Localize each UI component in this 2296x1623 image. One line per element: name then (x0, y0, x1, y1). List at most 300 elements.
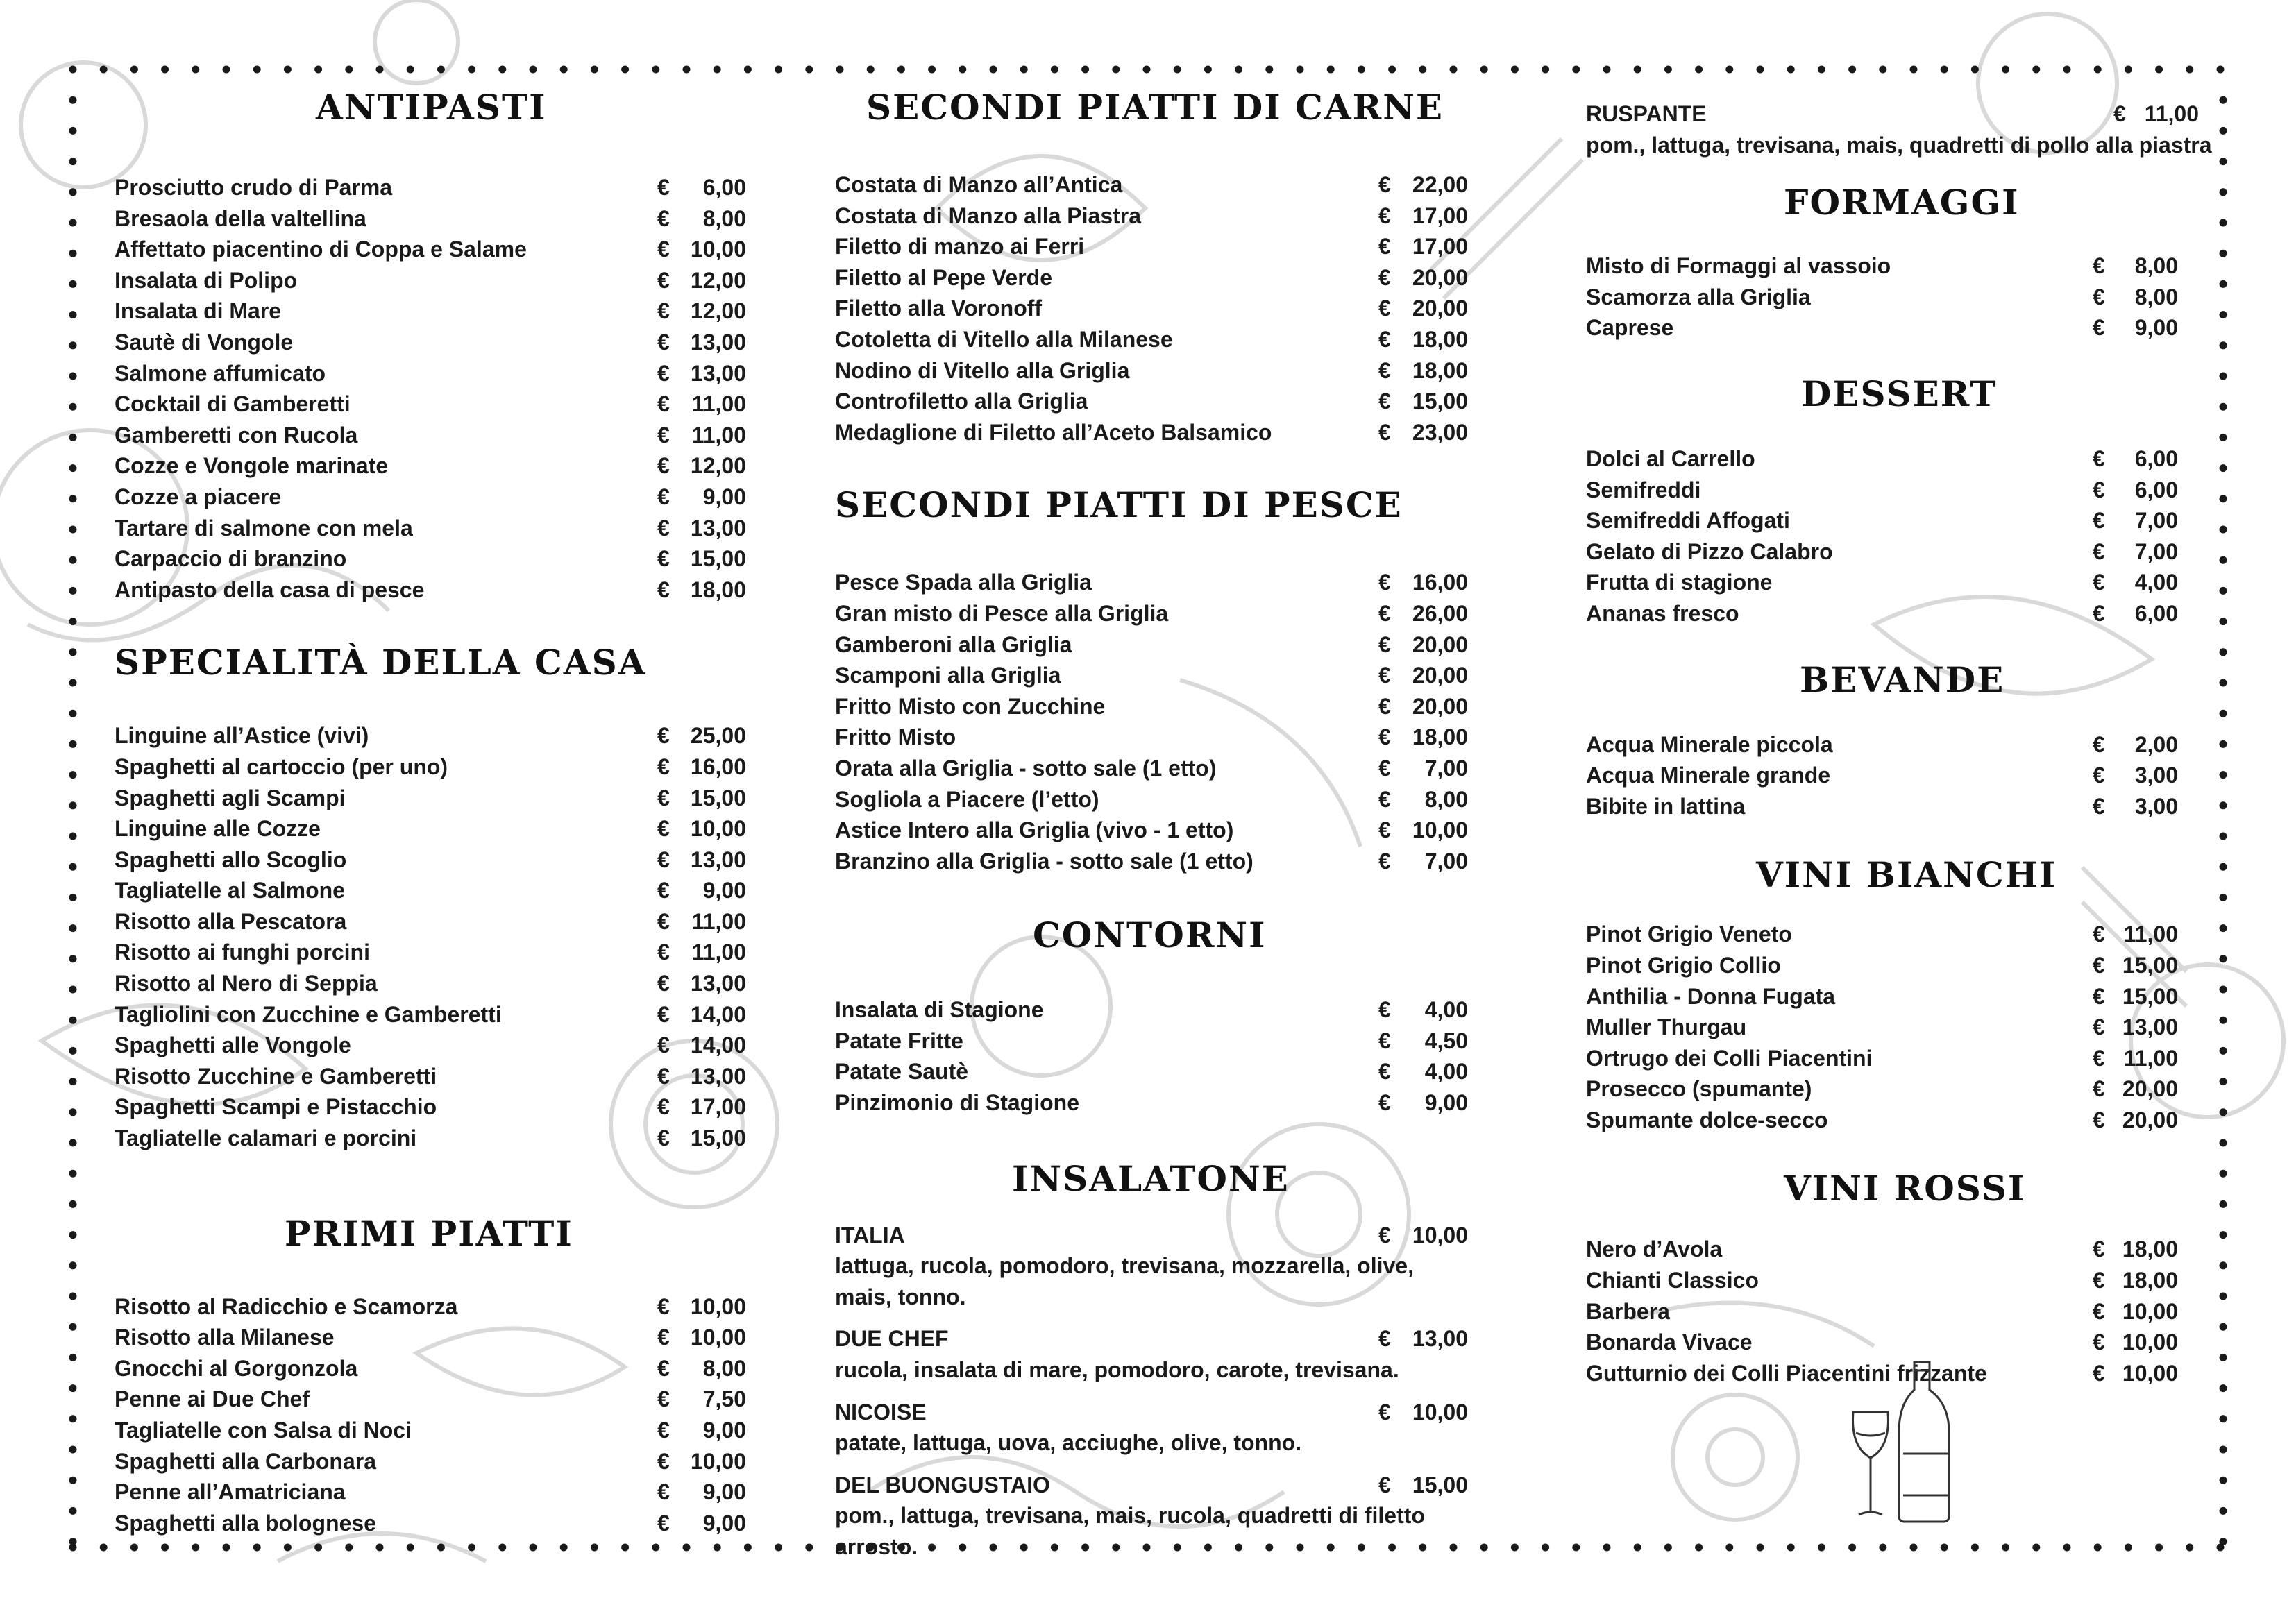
section-title-vini-bianchi: VINI BIANCHI (1756, 854, 2057, 896)
item-description: rucola, insalata di mare, pomodoro, carote, trevisana. (835, 1357, 1399, 1383)
item-price: 13,00 (690, 847, 746, 872)
currency-symbol: € (2093, 763, 2105, 788)
currency-symbol: € (657, 1125, 670, 1151)
menu-item (115, 968, 746, 999)
item-price: 9,00 (2134, 315, 2178, 341)
menu-item (835, 629, 1468, 661)
item-name: Sogliola a Piacere (l’etto) (835, 786, 1099, 812)
menu-item (1586, 1327, 2178, 1358)
menu-item (1586, 505, 2178, 536)
currency-symbol: € (1378, 326, 1391, 352)
currency-symbol: € (2093, 570, 2105, 595)
item-price: 11,00 (691, 391, 746, 417)
item-price: 15,00 (690, 546, 746, 572)
item-price: 20,00 (1412, 296, 1468, 321)
menu-item (835, 753, 1468, 784)
item-price: 18,00 (2122, 1268, 2178, 1293)
item-name: Spumante dolce-secco (1586, 1107, 1828, 1132)
item-description: pom., lattuga, trevisana, mais, rucola, quadretti di filetto arrosto. (835, 1503, 1425, 1559)
currency-symbol: € (2093, 600, 2105, 626)
menu-item (115, 296, 746, 327)
currency-symbol: € (657, 1479, 670, 1505)
item-name: Risotto alla Pescatora (115, 908, 347, 934)
currency-symbol: € (2093, 731, 2105, 757)
currency-symbol: € (657, 754, 670, 779)
item-name: Gamberetti con Rucola (115, 422, 358, 448)
menu-item (835, 169, 1468, 201)
item-price: 10,00 (2122, 1298, 2178, 1324)
item-name: DEL BUONGUSTAIO (835, 1472, 1050, 1497)
currency-symbol: € (1378, 570, 1391, 595)
currency-symbol: € (657, 1355, 670, 1381)
menu-item (835, 784, 1468, 815)
currency-symbol: € (657, 360, 670, 386)
item-price: 13,00 (690, 329, 746, 355)
item-price: 16,00 (690, 754, 746, 779)
currency-symbol: € (657, 971, 670, 996)
currency-symbol: € (2093, 1076, 2105, 1102)
currency-symbol: € (657, 1033, 670, 1058)
currency-symbol: € (1378, 234, 1391, 260)
currency-symbol: € (2093, 983, 2105, 1009)
item-price: 7,00 (1424, 755, 1468, 781)
item-name: Nodino di Vitello alla Griglia (835, 357, 1130, 383)
currency-symbol: € (1378, 419, 1391, 445)
menu-item (1586, 981, 2178, 1012)
menu-item (115, 575, 746, 606)
currency-symbol: € (1378, 1399, 1391, 1425)
currency-symbol: € (657, 1386, 670, 1412)
menu-item (115, 1091, 746, 1123)
item-price: 10,00 (2122, 1329, 2178, 1355)
menu-item (1586, 312, 2178, 343)
currency-symbol: € (657, 237, 670, 262)
item-name: Costata di Manzo alla Piastra (835, 203, 1142, 228)
currency-symbol: € (2093, 253, 2105, 279)
item-name: Sautè di Vongole (115, 329, 294, 355)
currency-symbol: € (2093, 1329, 2105, 1355)
item-name: Spaghetti agli Scampi (115, 785, 346, 810)
currency-symbol: € (657, 878, 670, 903)
item-name: Pesce Spada alla Griglia (835, 570, 1092, 595)
menu-item (115, 783, 746, 814)
item-price: 17,00 (1412, 203, 1468, 228)
item-price: 17,00 (690, 1094, 746, 1120)
menu-item (115, 513, 746, 544)
menu-item (1586, 1234, 2178, 1265)
item-name: Medaglione di Filetto all’Aceto Balsamico (835, 419, 1272, 445)
vini-bianchi-list (1586, 919, 2178, 1135)
menu-item (835, 1470, 1468, 1501)
menu-item (1586, 1012, 2178, 1043)
menu-item (115, 1291, 746, 1323)
item-price: 17,00 (1412, 234, 1468, 260)
item-price: 13,00 (690, 360, 746, 386)
item-name: Fritto Misto con Zucchine (835, 693, 1106, 719)
item-price: 7,00 (2134, 538, 2178, 564)
item-price: 10,00 (2122, 1360, 2178, 1386)
item-price: 8,00 (2134, 284, 2178, 309)
item-price: 4,50 (1424, 1028, 1468, 1053)
menu-item (115, 450, 746, 482)
item-name: Cozze a piacere (115, 484, 282, 509)
item-name: RUSPANTE (1586, 101, 1707, 126)
item-name: Ananas fresco (1586, 600, 1739, 626)
currency-symbol: € (657, 577, 670, 602)
item-price: 6,00 (2134, 600, 2178, 626)
currency-symbol: € (2113, 101, 2126, 126)
item-price: 9,00 (702, 1510, 746, 1536)
menu-item (115, 1322, 746, 1353)
menu-item (1586, 1073, 2178, 1105)
section-title-bevande: BEVANDE (1800, 658, 2005, 700)
item-name: Muller Thurgau (1586, 1014, 1747, 1040)
menu-item (115, 1030, 746, 1061)
menu-item (115, 358, 746, 389)
item-name: Affettato piacentino di Coppa e Salame (115, 237, 527, 262)
item-name: Astice Intero alla Griglia (vivo - 1 etto) (835, 817, 1234, 843)
specialita-list (115, 720, 746, 1153)
menu-item (1586, 950, 2178, 981)
item-name: Branzino alla Griglia - sotto sale (1 etto) (835, 848, 1253, 874)
menu-item (835, 355, 1468, 386)
currency-symbol: € (1378, 724, 1391, 750)
currency-symbol: € (657, 1001, 670, 1027)
item-description: lattuga, rucola, pomodoro, trevisana, mozzarella, olive, mais, tonno. (835, 1253, 1414, 1309)
carne-list (835, 169, 1468, 448)
section-title-pesce: SECONDI PIATTI DI PESCE (835, 484, 1403, 526)
menu-item (1586, 282, 2178, 313)
item-price: 6,00 (2134, 445, 2178, 471)
menu-item (115, 751, 746, 783)
menu-item (835, 598, 1468, 629)
item-name: Spaghetti alla Carbonara (115, 1448, 376, 1474)
menu-item (835, 386, 1468, 417)
currency-symbol: € (1378, 755, 1391, 781)
section-title-contorni: CONTORNI (1033, 915, 1267, 956)
currency-symbol: € (657, 816, 670, 842)
item-price: 11,00 (2123, 1045, 2178, 1071)
currency-symbol: € (2093, 477, 2105, 502)
currency-symbol: € (2093, 315, 2105, 341)
bevande-list (1586, 729, 2178, 822)
currency-symbol: € (2093, 921, 2105, 947)
item-name: Cotoletta di Vitello alla Milanese (835, 326, 1173, 352)
currency-symbol: € (657, 422, 670, 448)
item-price: 20,00 (2122, 1076, 2178, 1102)
menu-item (115, 844, 746, 876)
currency-symbol: € (657, 453, 670, 479)
item-name: Filetto al Pepe Verde (835, 264, 1052, 290)
item-name: Tartare di salmone con mela (115, 515, 413, 541)
item-price: 4,00 (2134, 570, 2178, 595)
menu-item (115, 203, 746, 235)
menu-item (835, 231, 1468, 262)
menu-item (115, 172, 746, 203)
menu-item (115, 1508, 746, 1539)
item-name: Patate Sautè (835, 1059, 969, 1085)
item-price: 18,00 (690, 577, 746, 602)
menu-item (115, 813, 746, 844)
item-price: 11,00 (691, 422, 746, 448)
primi-list (115, 1291, 746, 1539)
item-name: Spaghetti Scampi e Pistacchio (115, 1094, 437, 1120)
item-price: 3,00 (2134, 793, 2178, 819)
item-price: 25,00 (690, 723, 746, 749)
right-column (1586, 99, 2212, 1388)
menu-item (115, 1353, 746, 1384)
item-price: 9,00 (1424, 1090, 1468, 1116)
currency-symbol: € (1378, 203, 1391, 228)
currency-symbol: € (2093, 1045, 2105, 1071)
menu-item (835, 994, 1468, 1026)
menu-item (835, 1026, 1468, 1057)
currency-symbol: € (2093, 1298, 2105, 1324)
item-name: Misto di Formaggi al vassoio (1586, 253, 1891, 279)
menu-item (835, 846, 1468, 877)
item-price: 10,00 (690, 237, 746, 262)
item-price: 10,00 (1412, 1222, 1468, 1248)
currency-symbol: € (2093, 508, 2105, 534)
item-name: Dolci al Carrello (1586, 445, 1755, 471)
section-title-insalatone: INSALATONE (1012, 1157, 1290, 1199)
menu-item (115, 389, 746, 420)
currency-symbol: € (657, 329, 670, 355)
item-name: Filetto alla Voronoff (835, 296, 1043, 321)
currency-symbol: € (1378, 997, 1391, 1023)
currency-symbol: € (657, 298, 670, 324)
item-price: 13,00 (690, 515, 746, 541)
menu-item (115, 937, 746, 968)
item-name: Gamberoni alla Griglia (835, 631, 1072, 657)
item-name: Cozze e Vongole marinate (115, 453, 389, 479)
item-name: Prosecco (spumante) (1586, 1076, 1812, 1102)
item-name: Nero d’Avola (1586, 1237, 1723, 1262)
item-name: Penne ai Due Chef (115, 1386, 310, 1412)
currency-symbol: € (2093, 1107, 2105, 1132)
menu-item (1586, 1105, 2178, 1136)
item-price: 12,00 (690, 267, 746, 293)
item-name: ITALIA (835, 1222, 905, 1248)
menu-item (115, 420, 746, 451)
item-price: 23,00 (1412, 419, 1468, 445)
item-price: 7,00 (1424, 848, 1468, 874)
center-column (835, 87, 1468, 1563)
currency-symbol: € (2093, 1268, 2105, 1293)
menu-item (115, 1446, 746, 1477)
item-price: 18,00 (2122, 1237, 2178, 1262)
section-title-vini-rossi: VINI ROSSI (1784, 1168, 2026, 1209)
item-name: Risotto alla Milanese (115, 1325, 335, 1350)
item-price: 14,00 (690, 1001, 746, 1027)
currency-symbol: € (1378, 264, 1391, 290)
item-name: Costata di Manzo all’Antica (835, 172, 1123, 197)
item-name: Tagliatelle calamari e porcini (115, 1125, 417, 1151)
item-name: Spaghetti alla bolognese (115, 1510, 376, 1536)
menu-item (1586, 475, 2178, 506)
item-price: 7,50 (702, 1386, 746, 1412)
menu-item (1586, 1265, 2178, 1296)
currency-symbol: € (1378, 663, 1391, 688)
dessert-list (1586, 443, 2178, 629)
currency-symbol: € (657, 175, 670, 200)
menu-item-ruspante (1586, 99, 2199, 130)
item-price: 6,00 (2134, 477, 2178, 502)
item-price: 8,00 (1424, 786, 1468, 812)
item-price: 15,00 (690, 785, 746, 810)
item-name: Pinot Grigio Collio (1586, 952, 1781, 978)
menu-item (835, 567, 1468, 598)
item-name: Risotto al Nero di Seppia (115, 971, 378, 996)
menu-item (115, 1061, 746, 1092)
item-price: 9,00 (702, 1418, 746, 1443)
item-name: Controfiletto alla Griglia (835, 389, 1088, 414)
contorni-list (835, 994, 1468, 1118)
item-name: Tagliolini con Zucchine e Gamberetti (115, 1001, 502, 1027)
item-name: Bresaola della valtellina (115, 205, 366, 231)
item-price: 20,00 (2122, 1107, 2178, 1132)
item-name: NICOISE (835, 1399, 927, 1425)
section-title-specialita: SPECIALITÀ DELLA CASA (115, 642, 647, 683)
menu-item (115, 720, 746, 751)
item-name: Antipasto della casa di pesce (115, 577, 425, 602)
item-name: Pinzimonio di Stagione (835, 1090, 1079, 1116)
item-price: 4,00 (1424, 1059, 1468, 1085)
insalatone-list (835, 1220, 1468, 1563)
currency-symbol: € (657, 1325, 670, 1350)
currency-symbol: € (2093, 1237, 2105, 1262)
currency-symbol: € (1378, 1028, 1391, 1053)
currency-symbol: € (1378, 631, 1391, 657)
currency-symbol: € (657, 1293, 670, 1319)
currency-symbol: € (657, 267, 670, 293)
item-price: 9,00 (702, 484, 746, 509)
currency-symbol: € (2093, 284, 2105, 309)
currency-symbol: € (1378, 1222, 1391, 1248)
antipasti-list (115, 172, 746, 605)
item-price: 11,00 (691, 908, 746, 934)
menu-item (835, 1220, 1468, 1251)
item-price: 10,00 (1412, 817, 1468, 843)
item-price: 20,00 (1412, 264, 1468, 290)
item-price: 11,00 (2123, 921, 2178, 947)
menu-item (1586, 567, 2178, 598)
currency-symbol: € (1378, 1472, 1391, 1497)
menu-item (115, 1477, 746, 1508)
currency-symbol: € (657, 205, 670, 231)
item-name: Caprese (1586, 315, 1674, 341)
item-price: 20,00 (1412, 693, 1468, 719)
item-name: Penne all’Amatriciana (115, 1479, 346, 1505)
currency-symbol: € (1378, 1326, 1391, 1352)
menu-item (835, 1323, 1468, 1354)
menu-item (1586, 760, 2178, 791)
menu-item (835, 417, 1468, 448)
item-name: Salmone affumicato (115, 360, 326, 386)
item-name: Risotto ai funghi porcini (115, 940, 370, 965)
currency-symbol: € (1378, 389, 1391, 414)
menu-item (835, 1056, 1468, 1087)
item-name: Prosciutto crudo di Parma (115, 175, 393, 200)
section-title-formaggi: FORMAGGI (1784, 182, 2020, 223)
menu-item (115, 482, 746, 513)
item-name: Patate Fritte (835, 1028, 963, 1053)
currency-symbol: € (657, 1094, 670, 1120)
currency-symbol: € (657, 1510, 670, 1536)
item-name: Tagliatelle al Salmone (115, 878, 345, 903)
item-name: Gnocchi al Gorgonzola (115, 1355, 358, 1381)
currency-symbol: € (2093, 538, 2105, 564)
menu-item (835, 660, 1468, 691)
currency-symbol: € (1378, 296, 1391, 321)
item-name: Anthilia - Donna Fugata (1586, 983, 1836, 1009)
item-name: DUE CHEF (835, 1326, 949, 1352)
menu-item (1586, 443, 2178, 475)
currency-symbol: € (657, 1418, 670, 1443)
currency-symbol: € (657, 391, 670, 417)
item-name: Frutta di stagione (1586, 570, 1773, 595)
item-price: 13,00 (690, 971, 746, 996)
item-name: Risotto Zucchine e Gamberetti (115, 1063, 437, 1089)
left-column (115, 87, 746, 1538)
menu-item (1586, 791, 2178, 822)
item-price: 16,00 (1412, 570, 1468, 595)
item-price: 12,00 (690, 298, 746, 324)
menu-item (835, 691, 1468, 722)
item-price: 26,00 (1412, 600, 1468, 626)
menu-item (1586, 729, 2178, 760)
item-name: Gran misto di Pesce alla Griglia (835, 600, 1169, 626)
item-name: Scamorza alla Griglia (1586, 284, 1811, 309)
item-price: 10,00 (690, 816, 746, 842)
item-price: 4,00 (1424, 997, 1468, 1023)
currency-symbol: € (657, 484, 670, 509)
currency-symbol: € (1378, 848, 1391, 874)
menu-item (1586, 1296, 2178, 1327)
menu-item (115, 875, 746, 906)
wine-bottle-and-glass-icon (1846, 1357, 1961, 1527)
item-name: Risotto al Radicchio e Scamorza (115, 1293, 458, 1319)
menu-item (835, 324, 1468, 355)
item-name: Cocktail di Gamberetti (115, 391, 351, 417)
item-price: 15,00 (1412, 389, 1468, 414)
item-price: 20,00 (1412, 663, 1468, 688)
item-price: 15,00 (1412, 1472, 1468, 1497)
menu-item (115, 1384, 746, 1415)
currency-symbol: € (1378, 1090, 1391, 1116)
menu-item (1586, 1043, 2178, 1074)
item-name: Spaghetti alle Vongole (115, 1033, 351, 1058)
section-title-primi: PRIMI PIATTI (285, 1212, 573, 1254)
item-price: 13,00 (690, 1063, 746, 1089)
item-price: 3,00 (2134, 763, 2178, 788)
menu-item (835, 293, 1468, 324)
item-price: 10,00 (690, 1325, 746, 1350)
currency-symbol: € (1378, 600, 1391, 626)
item-name: Tagliatelle con Salsa di Noci (115, 1418, 412, 1443)
currency-symbol: € (657, 546, 670, 572)
item-price: 18,00 (1412, 724, 1468, 750)
item-name: Gutturnio dei Colli Piacentini frizzante (1586, 1360, 1987, 1386)
currency-symbol: € (1378, 357, 1391, 383)
currency-symbol: € (657, 723, 670, 749)
item-price: 6,00 (702, 175, 746, 200)
item-price: 10,00 (690, 1293, 746, 1319)
menu-item (115, 327, 746, 358)
currency-symbol: € (1378, 693, 1391, 719)
item-price: 18,00 (1412, 357, 1468, 383)
currency-symbol: € (657, 785, 670, 810)
